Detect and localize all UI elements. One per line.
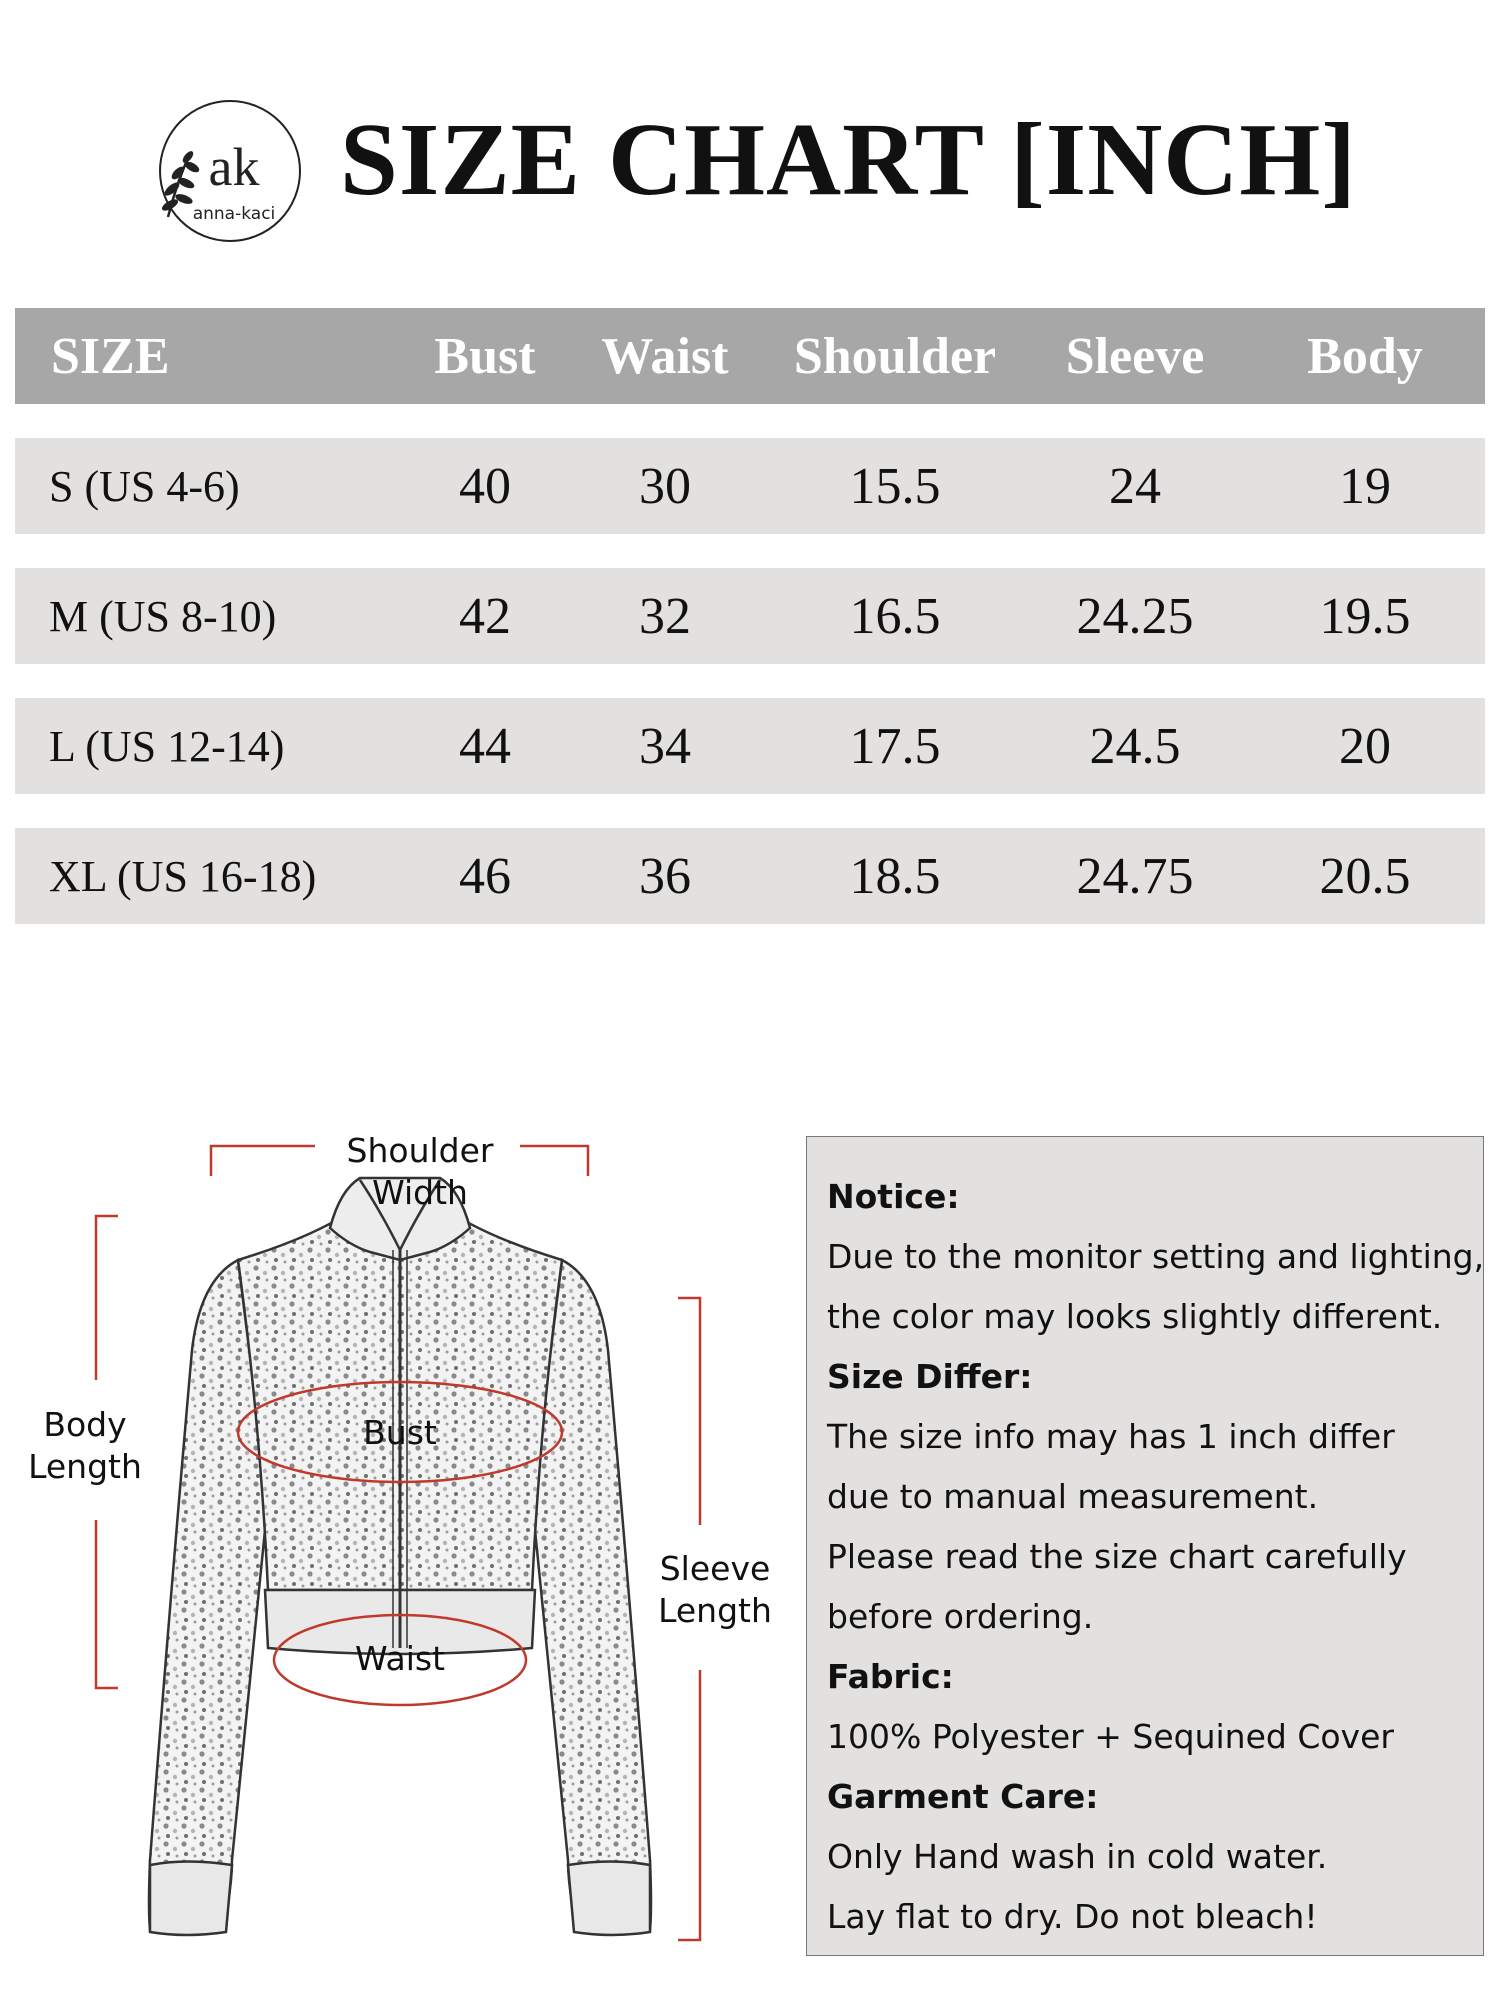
fabric-heading: Fabric: bbox=[827, 1657, 954, 1696]
header-bust: Bust bbox=[434, 327, 536, 385]
size-differ-text: Please read the size chart carefully bbox=[827, 1537, 1407, 1576]
fabric-text: 100% Polyester + Sequined Cover bbox=[827, 1717, 1394, 1756]
waist-cell: 34 bbox=[639, 717, 691, 775]
shoulder-cell: 17.5 bbox=[849, 717, 941, 775]
garment-care-heading: Garment Care: bbox=[827, 1777, 1099, 1816]
notice-text: the color may looks slightly different. bbox=[827, 1297, 1443, 1336]
size-differ-text: due to manual measurement. bbox=[827, 1477, 1319, 1516]
size-differ-heading: Size Differ: bbox=[827, 1357, 1033, 1396]
waist-cell: 32 bbox=[639, 587, 691, 645]
size-differ-text: The size info may has 1 inch differ bbox=[827, 1417, 1395, 1456]
table-row bbox=[15, 698, 1485, 794]
size-cell: XL (US 16-18) bbox=[49, 851, 317, 901]
table-header bbox=[15, 308, 1485, 404]
sleeve-length-label: Sleeve Length bbox=[658, 1549, 772, 1630]
measurement-diagram bbox=[0, 1120, 800, 2000]
jacket-icon bbox=[149, 1178, 651, 1935]
notice-heading: Notice: bbox=[827, 1177, 960, 1216]
bust-cell: 40 bbox=[459, 457, 511, 515]
shoulder-cell: 16.5 bbox=[849, 587, 941, 645]
garment-care-text: Only Hand wash in cold water. bbox=[827, 1837, 1328, 1876]
svg-text:ak: ak bbox=[208, 137, 260, 197]
body-length-label: Body Length bbox=[28, 1405, 142, 1486]
header-shoulder: Shoulder bbox=[793, 327, 997, 385]
svg-text:anna-kaci: anna-kaci bbox=[192, 204, 276, 224]
waist-label: Waist bbox=[354, 1639, 446, 1678]
table-row bbox=[15, 438, 1485, 534]
garment-care-text: Lay flat to dry. Do not bleach! bbox=[827, 1897, 1318, 1936]
sleeve-cell: 24 bbox=[1109, 457, 1161, 515]
header-size: SIZE bbox=[51, 327, 170, 385]
notice-text: Due to the monitor setting and lighting, bbox=[827, 1237, 1485, 1276]
size-differ-text: before ordering. bbox=[827, 1597, 1094, 1636]
notice-box bbox=[806, 1136, 1484, 1956]
sleeve-cell: 24.5 bbox=[1089, 717, 1181, 775]
body-cell: 20.5 bbox=[1319, 847, 1411, 905]
body-cell: 20 bbox=[1339, 717, 1391, 775]
header-sleeve: Sleeve bbox=[1065, 327, 1205, 385]
waist-cell: 30 bbox=[639, 457, 691, 515]
body-cell: 19.5 bbox=[1319, 587, 1411, 645]
shoulder-cell: 15.5 bbox=[849, 457, 941, 515]
header-waist: Waist bbox=[601, 327, 729, 385]
size-cell: L (US 12-14) bbox=[49, 721, 285, 771]
sleeve-cell: 24.75 bbox=[1076, 847, 1194, 905]
size-cell: S (US 4-6) bbox=[49, 461, 240, 511]
size-cell: M (US 8-10) bbox=[49, 591, 277, 641]
waist-cell: 36 bbox=[639, 847, 691, 905]
size-table bbox=[15, 308, 1485, 924]
bust-cell: 44 bbox=[459, 717, 511, 775]
header-body: Body bbox=[1307, 327, 1423, 385]
bust-label: Bust bbox=[363, 1413, 437, 1452]
bust-cell: 46 bbox=[459, 847, 511, 905]
bust-cell: 42 bbox=[459, 587, 511, 645]
body-cell: 19 bbox=[1339, 457, 1391, 515]
table-row bbox=[15, 828, 1485, 924]
page-title: SIZE CHART [INCH] bbox=[340, 102, 1357, 217]
sleeve-cell: 24.25 bbox=[1076, 587, 1194, 645]
table-row bbox=[15, 568, 1485, 664]
shoulder-width-label: Shoulder Width bbox=[346, 1131, 494, 1212]
brand-logo bbox=[148, 95, 304, 251]
shoulder-cell: 18.5 bbox=[849, 847, 941, 905]
